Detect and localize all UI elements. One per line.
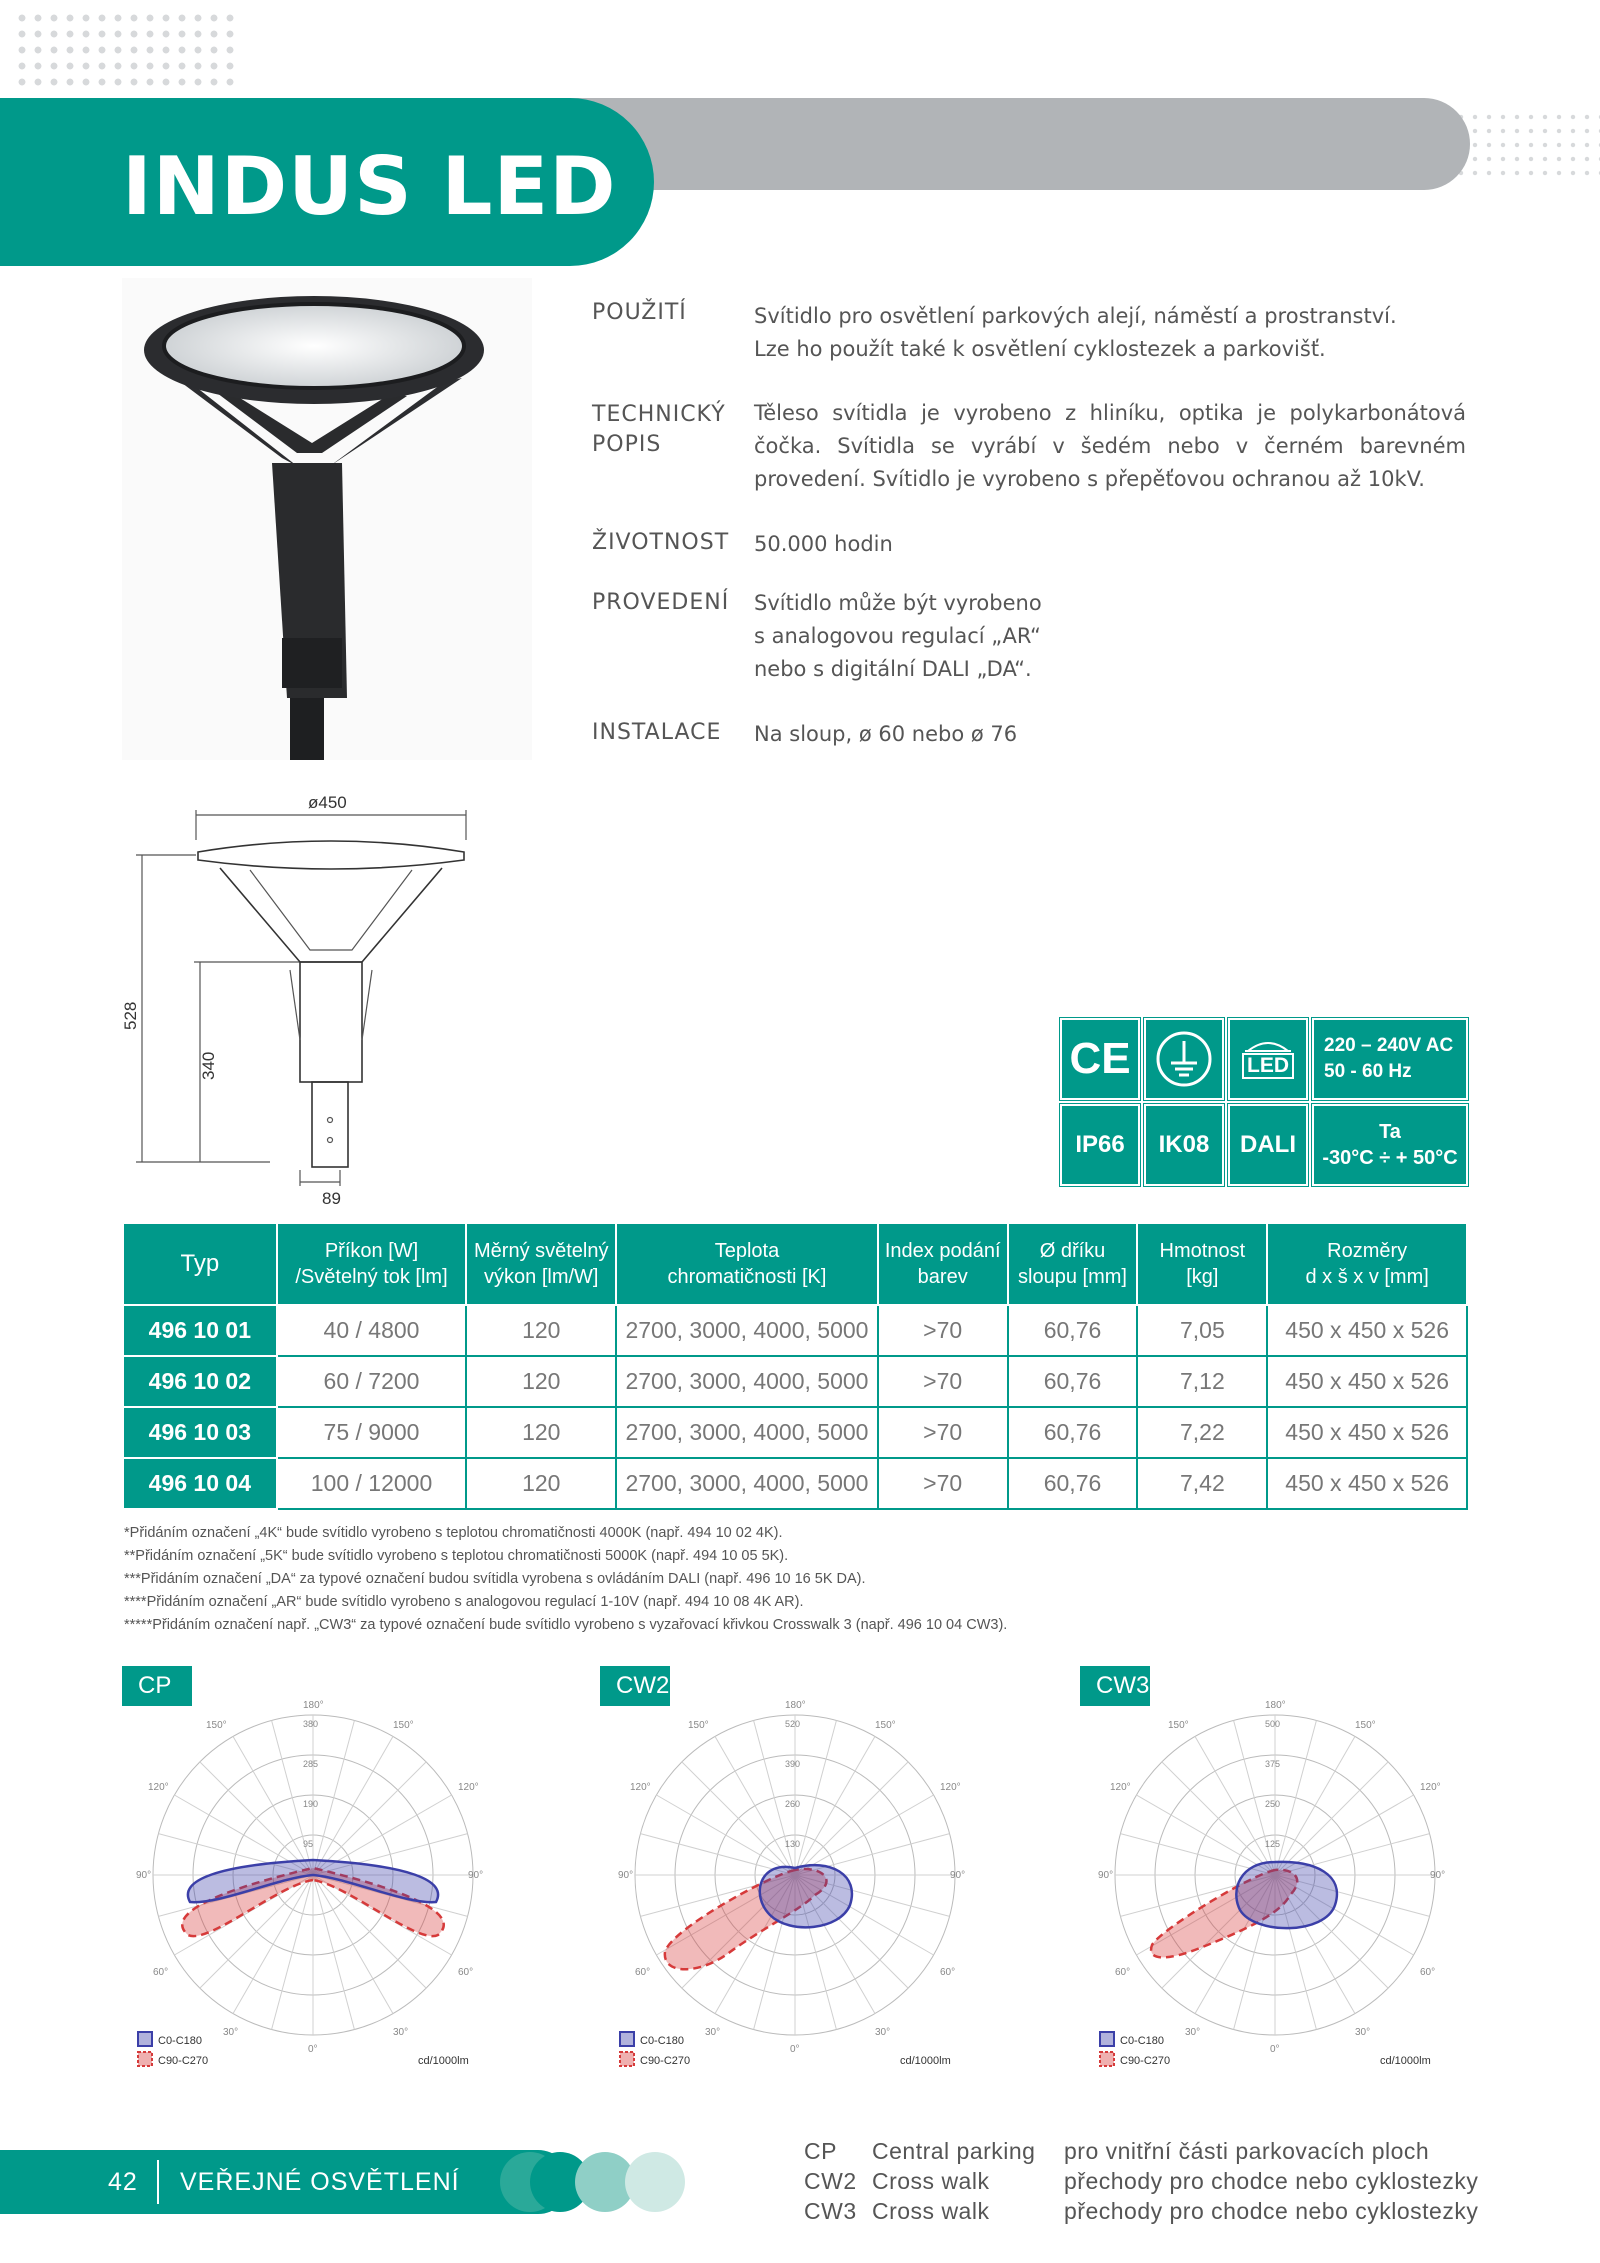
header-line: Rozměry — [1327, 1240, 1408, 1262]
curve-c0 — [1236, 1862, 1337, 1928]
legend-label-c0: C0-C180 — [1120, 2035, 1165, 2047]
table-header — [616, 1223, 878, 1305]
header-line: barev — [917, 1266, 968, 1288]
ring-label: 130 — [785, 1839, 801, 1849]
angle-label: 150° — [393, 1720, 414, 1731]
table-cell: >70 — [878, 1458, 1008, 1509]
footnote: ****Přidáním označení „AR“ bude svítidlo vyrobeno s analogovou regulací 1-10V (např. 494 10 08 4K AR). — [124, 1594, 804, 1610]
ring-label: 380 — [303, 1719, 319, 1729]
spec-line: Svítidlo může být vyrobeno — [754, 591, 1042, 615]
angle-label: 90° — [1098, 1870, 1114, 1881]
table-cell: 2700, 3000, 4000, 5000 — [616, 1305, 878, 1356]
dim-height-total: 528 — [121, 1001, 140, 1030]
legend-name: Central parking — [872, 2138, 1036, 2164]
legend-swatch-c0 — [620, 2032, 634, 2046]
polar-chart — [610, 1690, 980, 2090]
spec-line: Svítidlo pro osvětlení parkových alejí, náměstí a prostranství. — [754, 304, 1397, 328]
ring-label: 250 — [1265, 1799, 1281, 1809]
table-cell: 2700, 3000, 4000, 5000 — [616, 1458, 878, 1509]
angle-label: 180° — [1265, 1700, 1286, 1711]
angle-label: 30° — [875, 2027, 891, 2038]
ik-text: IK08 — [1158, 1131, 1210, 1158]
spec-line: nebo s digitální DALI „DA“. — [754, 657, 1032, 681]
table-cell: 60,76 — [1008, 1356, 1138, 1407]
angle-label: 150° — [1168, 1720, 1189, 1731]
ce-icon — [1060, 1018, 1140, 1100]
polar-chart — [128, 1690, 498, 2090]
table-row — [123, 1407, 1467, 1458]
spec-text-use — [754, 300, 1466, 366]
dali-icon — [1228, 1104, 1308, 1186]
ring-label: 125 — [1265, 1839, 1281, 1849]
table-header — [1008, 1223, 1138, 1305]
table-cell: 450 x 450 x 526 — [1267, 1305, 1467, 1356]
spec-line: s analogovou regulací „AR“ — [754, 624, 1041, 648]
table-cell: 2700, 3000, 4000, 5000 — [616, 1407, 878, 1458]
table-header — [1267, 1223, 1467, 1305]
footnote: *****Přidáním označení např. „CW3“ za typové označení bude svítidlo vyrobeno s vyzařovací křivkou Crosswalk 3 (např. 496 10 04 CW3). — [124, 1617, 1008, 1633]
table-cell: 60 / 7200 — [277, 1356, 467, 1407]
angle-label: 150° — [875, 1720, 896, 1731]
power-icon — [1312, 1018, 1468, 1100]
ring-label: 190 — [303, 1799, 319, 1809]
technical-drawing — [100, 790, 500, 1210]
header-line: Příkon [W] — [324, 1240, 419, 1262]
legend-label-c0: C0-C180 — [158, 2035, 203, 2047]
table-row — [123, 1356, 1467, 1407]
legend-desc: přechody pro chodce nebo cyklostezky — [1064, 2198, 1479, 2224]
angle-label: 60° — [940, 1967, 956, 1978]
ce-text: CE — [1069, 1034, 1131, 1083]
table-cell: >70 — [878, 1356, 1008, 1407]
header-line: Ø dříku — [1039, 1240, 1106, 1262]
table-cell: 60,76 — [1008, 1305, 1138, 1356]
power-voltage: 220 – 240V AC — [1324, 1035, 1454, 1056]
decorative-dots — [14, 10, 234, 88]
spec-text-life: 50.000 hodin — [754, 532, 893, 556]
table-header — [466, 1223, 616, 1305]
legend-desc: pro vnitřní části parkovacích ploch — [1064, 2138, 1430, 2164]
unit-label: cd/1000lm — [900, 2055, 951, 2067]
angle-label: 120° — [630, 1782, 651, 1793]
ring-label: 260 — [785, 1799, 801, 1809]
table-cell: 450 x 450 x 526 — [1267, 1356, 1467, 1407]
table-row — [123, 1305, 1467, 1356]
legend-swatch-c90 — [620, 2052, 634, 2066]
legend-names — [872, 2136, 1035, 2226]
header-line: Typ — [180, 1250, 220, 1277]
header-line: Měrný světelný — [474, 1240, 609, 1262]
table-header — [123, 1223, 277, 1305]
table-cell: 2700, 3000, 4000, 5000 — [616, 1356, 878, 1407]
legend-desc: přechody pro chodce nebo cyklostezky — [1064, 2168, 1479, 2194]
curve-c0 — [760, 1865, 852, 1927]
angle-label: 150° — [1355, 1720, 1376, 1731]
spec-label-use: POUŽITÍ — [592, 300, 687, 325]
angle-label: 30° — [1185, 2027, 1201, 2038]
ta-range: -30°C ÷ + 50°C — [1322, 1147, 1458, 1169]
dim-base: 89 — [322, 1189, 341, 1208]
angle-label: 120° — [1420, 1782, 1441, 1793]
polar-chart — [1090, 1690, 1460, 2090]
ring-label: 390 — [785, 1759, 801, 1769]
table-cell-code: 496 10 04 — [123, 1458, 277, 1509]
angle-label: 150° — [688, 1720, 709, 1731]
table-cell-code: 496 10 03 — [123, 1407, 277, 1458]
legend-code: CP — [804, 2138, 837, 2164]
spec-text-version — [754, 587, 1466, 686]
ring-label: 520 — [785, 1719, 801, 1729]
product-title: INDUS LED — [122, 140, 617, 233]
table-cell-code: 496 10 01 — [123, 1305, 277, 1356]
legend-swatch-c0 — [138, 2032, 152, 2046]
polar-diagram-cw3 — [1090, 1690, 1460, 2090]
footer-section: VEŘEJNÉ OSVĚTLENÍ — [180, 2168, 460, 2196]
angle-label: 30° — [1355, 2027, 1371, 2038]
legend-swatch-c0 — [1100, 2032, 1114, 2046]
ik-icon — [1144, 1104, 1224, 1186]
angle-label: 30° — [393, 2027, 409, 2038]
spec-label-version: PROVEDENÍ — [592, 590, 730, 615]
table-cell: >70 — [878, 1407, 1008, 1458]
curve-tag-cw3: CW3 — [1080, 1666, 1150, 1706]
spec-label-line: TECHNICKÝ — [592, 402, 726, 427]
footer-bubble — [625, 2152, 685, 2212]
angle-label: 120° — [148, 1782, 169, 1793]
led-icon — [1228, 1018, 1308, 1100]
legend-codes — [804, 2136, 857, 2226]
ring-label: 95 — [303, 1839, 314, 1849]
table-cell: 120 — [466, 1458, 616, 1509]
table-cell: 7,12 — [1137, 1356, 1267, 1407]
ground-icon — [1144, 1018, 1224, 1100]
unit-label: cd/1000lm — [418, 2055, 469, 2067]
table-cell: 7,42 — [1137, 1458, 1267, 1509]
ta-label: Ta — [1379, 1121, 1401, 1143]
header-line: sloupu [mm] — [1018, 1266, 1127, 1288]
angle-label: 90° — [136, 1870, 152, 1881]
legend-code: CW3 — [804, 2198, 857, 2224]
angle-label: 90° — [618, 1870, 634, 1881]
curve-tag-cp: CP — [122, 1666, 192, 1706]
angle-label: 90° — [950, 1870, 966, 1881]
footnote: *Přidáním označení „4K“ bude svítidlo vyrobeno s teplotou chromatičnosti 4000K (např. 494 10 02 4K). — [124, 1525, 783, 1541]
angle-label: 30° — [223, 2027, 239, 2038]
table-cell: 100 / 12000 — [277, 1458, 467, 1509]
polar-diagram-cp — [128, 1690, 498, 2090]
header-line: chromatičnosti [K] — [667, 1266, 827, 1288]
power-frequency: 50 - 60 Hz — [1324, 1061, 1412, 1082]
table-header — [1137, 1223, 1267, 1305]
angle-label: 60° — [635, 1967, 651, 1978]
angle-label: 120° — [458, 1782, 479, 1793]
legend-descriptions — [1064, 2136, 1478, 2226]
table-cell: 450 x 450 x 526 — [1267, 1407, 1467, 1458]
legend-name: Cross walk — [872, 2198, 990, 2224]
polar-diagram-cw2 — [610, 1690, 980, 2090]
spec-table — [122, 1222, 1468, 1510]
table-cell: 7,22 — [1137, 1407, 1267, 1458]
angle-label: 0° — [308, 2044, 318, 2055]
ring-label: 375 — [1265, 1759, 1281, 1769]
header-line: d x š x v [mm] — [1305, 1266, 1429, 1288]
table-cell: 40 / 4800 — [277, 1305, 467, 1356]
header-line: /Světelný tok [lm] — [295, 1266, 448, 1288]
title-band-gray — [560, 98, 1470, 190]
angle-label: 60° — [1420, 1967, 1436, 1978]
header-line: [kg] — [1186, 1266, 1219, 1288]
legend-code: CW2 — [804, 2168, 857, 2194]
angle-label: 90° — [1430, 1870, 1446, 1881]
spec-text-install: Na sloup, ø 60 nebo ø 76 — [754, 722, 1018, 746]
legend-swatch-c90 — [138, 2052, 152, 2066]
ip-icon — [1060, 1104, 1140, 1186]
footnote: ***Přidáním označení „DA“ za typové označení budou svítidla vyrobena s ovládáním DALI (např. 496 10 16 5K DA). — [124, 1571, 866, 1587]
led-text: LED — [1242, 1053, 1294, 1079]
spec-label-line: POPIS — [592, 432, 662, 457]
table-header — [277, 1223, 467, 1305]
table-cell-code: 496 10 02 — [123, 1356, 277, 1407]
table-cell: 60,76 — [1008, 1407, 1138, 1458]
legend-swatch-c90 — [1100, 2052, 1114, 2066]
legend-label-c0: C0-C180 — [640, 2035, 685, 2047]
angle-label: 120° — [1110, 1782, 1131, 1793]
angle-label: 180° — [785, 1700, 806, 1711]
header-line: Index podání — [884, 1240, 1001, 1262]
product-photo — [122, 278, 532, 760]
table-cell: 7,05 — [1137, 1305, 1267, 1356]
ring-label: 500 — [1265, 1719, 1281, 1729]
table-cell: 450 x 450 x 526 — [1267, 1458, 1467, 1509]
ring-label: 285 — [303, 1759, 319, 1769]
dim-width: ø450 — [308, 793, 347, 812]
angle-label: 0° — [790, 2044, 800, 2055]
spec-text-tech: Těleso svítidla je vyrobeno z hliníku, optika je polykarbonátová čočka. Svítidla se vyrábí v šedém nebo v černém barevném provedení. Svítidlo je vyrobeno s přepěťovou ochranou až 10kV. — [754, 401, 1466, 491]
angle-label: 150° — [206, 1720, 227, 1731]
table-cell: 75 / 9000 — [277, 1407, 467, 1458]
angle-label: 0° — [1270, 2044, 1280, 2055]
dali-text: DALI — [1240, 1131, 1296, 1158]
angle-label: 120° — [940, 1782, 961, 1793]
table-row — [123, 1458, 1467, 1509]
dim-height-part: 340 — [199, 1051, 218, 1080]
certification-icons — [1060, 1018, 1468, 1186]
unit-label: cd/1000lm — [1380, 2055, 1431, 2067]
angle-label: 60° — [153, 1967, 169, 1978]
header-line: Hmotnost — [1159, 1240, 1246, 1262]
table-cell: 120 — [466, 1407, 616, 1458]
table-cell: >70 — [878, 1305, 1008, 1356]
angle-label: 60° — [458, 1967, 474, 1978]
angle-label: 60° — [1115, 1967, 1131, 1978]
spec-line: Lze ho použít také k osvětlení cyklostezek a parkovišť. — [754, 337, 1326, 361]
spec-label-install: INSTALACE — [592, 720, 722, 745]
footer-divider — [157, 2160, 159, 2204]
legend-label-c90: C90-C270 — [1120, 2055, 1171, 2067]
curve-tag-cw2: CW2 — [600, 1666, 670, 1706]
legend-label-c90: C90-C270 — [640, 2055, 691, 2067]
temperature-icon — [1312, 1104, 1468, 1186]
ip-text: IP66 — [1075, 1131, 1125, 1158]
table-cell: 120 — [466, 1305, 616, 1356]
footnotes — [124, 1522, 1007, 1637]
legend-label-c90: C90-C270 — [158, 2055, 209, 2067]
spec-label-tech — [592, 400, 726, 460]
header-line: Teplota — [714, 1240, 780, 1262]
angle-label: 90° — [468, 1870, 484, 1881]
header-line: výkon [lm/W] — [484, 1266, 599, 1288]
legend-name: Cross walk — [872, 2168, 990, 2194]
angle-label: 30° — [705, 2027, 721, 2038]
table-cell: 60,76 — [1008, 1458, 1138, 1509]
table-header-row — [123, 1223, 1467, 1305]
angle-label: 180° — [303, 1700, 324, 1711]
page-number: 42 — [108, 2168, 138, 2196]
footnote: **Přidáním označení „5K“ bude svítidlo vyrobeno s teplotou chromatičnosti 5000K (např. 494 10 05 5K). — [124, 1548, 789, 1564]
spec-label-life: ŽIVOTNOST — [592, 530, 730, 555]
table-header — [878, 1223, 1008, 1305]
table-cell: 120 — [466, 1356, 616, 1407]
